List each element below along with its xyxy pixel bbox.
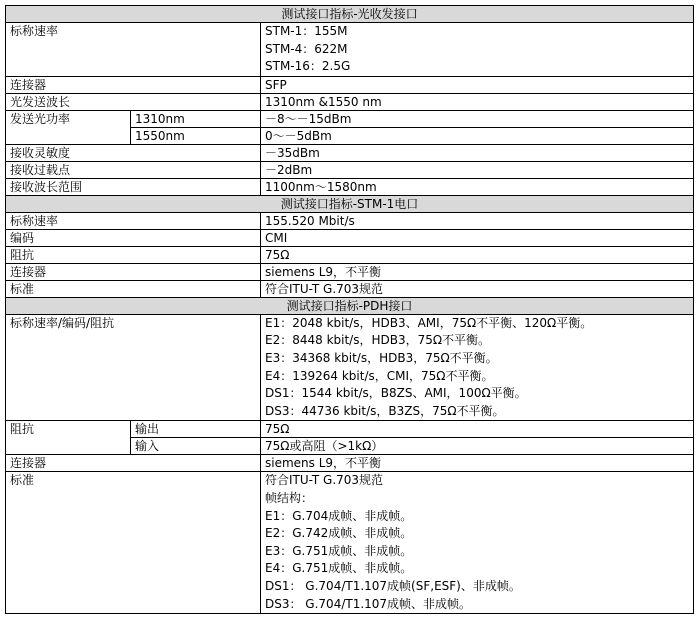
list-item: DS3： G.704/T1.107成帧、非成帧。 [265,596,472,611]
list-item: E3：34368 kbit/s，HDB3，75Ω不平衡。 [265,350,498,365]
row-label: 连接器 [6,263,261,280]
list-item: E4：G.751成帧、非成帧。 [265,561,413,576]
section-title: 测试接口指标-光收发接口 [6,6,694,23]
list-item: STM-4：622M [265,41,348,56]
list-item: STM-16：2.5G [265,59,351,74]
list-item: DS1： G.704/T1.107成帧(SF,ESF)、非成帧。 [265,578,521,593]
table-row [6,161,694,178]
row-label: 连接器 [6,76,261,93]
row-sublabel: 输出 [131,421,261,438]
row-value: 75Ω [261,421,694,438]
spec-table-container [5,5,694,614]
table-row [6,229,694,246]
table-row [6,110,694,127]
table-row [6,421,694,438]
list-item: E1：2048 kbit/s，HDB3、AMI，75Ω不平衡、120Ω平衡。 [265,315,593,330]
row-label: 标称速率 [6,212,261,229]
row-value: 75Ω或高阻（>1kΩ） [261,438,694,455]
row-label: 标称速率/编码/阻抗 [6,314,261,421]
section-header-optical [6,6,694,23]
row-label: 发送光功率 [6,110,131,144]
row-value: CMI [261,229,694,246]
list-item: 符合ITU-T G.703规范 [265,473,384,488]
table-row [6,455,694,472]
row-label: 标称速率 [6,23,261,77]
row-label: 接收波长范围 [6,178,261,195]
section-header-stm1-electrical [6,195,694,212]
row-label: 阻抗 [6,421,131,455]
row-value: －35dBm [261,144,694,161]
row-sublabel: 1310nm [131,110,261,127]
list-item: DS1：1544 kbit/s，B8ZS、AMI，100Ω平衡。 [265,386,527,401]
row-label: 编码 [6,229,261,246]
section-header-pdh [6,297,694,314]
row-value: 0～－5dBm [261,127,694,144]
table-row [6,246,694,263]
row-value: 1310nm &1550 nm [261,93,694,110]
row-label: 标准 [6,280,261,297]
table-row [6,144,694,161]
row-value: 符合ITU-T G.703规范 [261,280,694,297]
table-row [6,263,694,280]
row-value-list [261,472,694,614]
table-row [6,212,694,229]
row-value: SFP [261,76,694,93]
section-title: 测试接口指标-STM-1电口 [6,195,694,212]
list-item: DS3：44736 kbit/s，B3ZS，75Ω不平衡。 [265,403,505,418]
row-value: siemens L9，不平衡 [261,263,694,280]
list-item: 帧结构： [265,490,314,505]
row-label: 连接器 [6,455,261,472]
row-label: 接收过载点 [6,161,261,178]
row-label: 接收灵敏度 [6,144,261,161]
list-item: E2：G.742成帧、非成帧。 [265,526,413,541]
row-value-list [261,23,694,77]
list-item: E2：8448 kbit/s，HDB3，75Ω不平衡。 [265,333,491,348]
list-item: E4：139264 kbit/s，CMI，75Ω不平衡。 [265,368,494,383]
table-row [6,280,694,297]
row-value: siemens L9，不平衡 [261,455,694,472]
row-value-list [261,314,694,421]
row-label: 光发送波长 [6,93,261,110]
table-row [6,93,694,110]
row-sublabel: 输入 [131,438,261,455]
table-row [6,178,694,195]
row-label: 阻抗 [6,246,261,263]
table-row [6,23,694,77]
list-item: E3：G.751成帧、非成帧。 [265,543,413,558]
table-row [6,76,694,93]
row-value: 155.520 Mbit/s [261,212,694,229]
row-label: 标准 [6,472,261,614]
row-value: 1100nm～1580nm [261,178,694,195]
row-value: 75Ω [261,246,694,263]
list-item: E1：G.704成帧、非成帧。 [265,508,413,523]
row-value: －2dBm [261,161,694,178]
table-row [6,314,694,421]
row-value: －8～－15dBm [261,110,694,127]
section-title: 测试接口指标-PDH接口 [6,297,694,314]
list-item: STM-1：155M [265,24,348,38]
spec-table [5,5,694,614]
row-sublabel: 1550nm [131,127,261,144]
table-row [6,472,694,614]
